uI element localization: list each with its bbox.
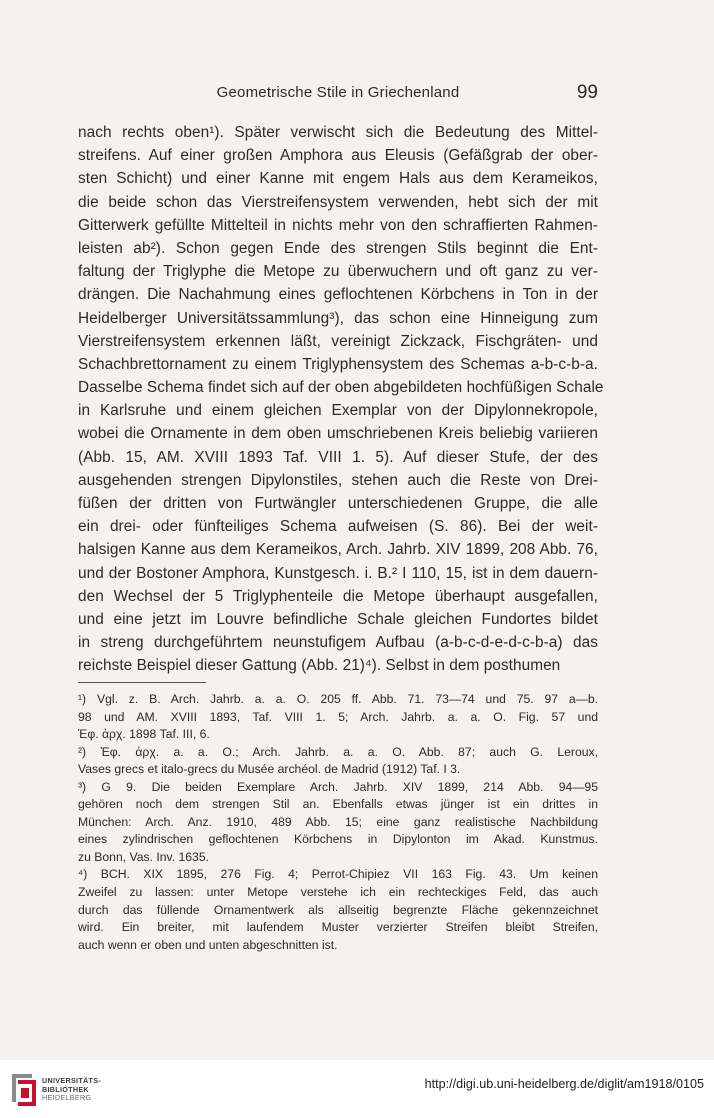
body-line: Vierstreifensystem erkennen läßt, vereinigt Zickzack, Fischgräten- und [78,332,598,350]
footnote-line: ⁴) BCH. XIX 1895, 276 Fig. 4; Perrot-Chipiez VII 163 Fig. 43. Um keinen [78,867,598,882]
footnote-line: eines zylindrischen geflochtenen Körbchens in Dipylonton im Akad. Kunstmus. [78,832,598,847]
library-logo-icon [6,1068,40,1110]
logo-line-3: HEIDELBERG [42,1093,92,1103]
body-line: nach rechts oben¹). Später verwischt sich die Bedeutung des Mittel- [78,124,598,141]
body-line: ausgehenden strengen Dipylonstiles, stehen auch die Reste von Drei- [78,471,598,489]
body-line: und der Bostoner Amphora, Kunstgesch. i. B.² I 110, 15, ist in dem dauern- [78,564,598,582]
body-line: leisten ab²). Schon gegen Ende des strengen Stils beginnt die Ent- [78,239,598,257]
body-line: drängen. Die Nachahmung eines geflochtenen Körbchens in Ton in der [78,286,598,304]
logo-line-2: BIBLIOTHEK [42,1084,89,1094]
footnote-line: Zweifel zu lassen: unter Metope verstehe ich ein rechteckiges Feld, das auch [78,885,598,900]
library-footer [0,1060,714,1118]
body-line: und eine jetzt im Louvre befindliche Schale gleichen Fundortes bildet [78,610,598,628]
body-line: sten Schicht) und einer Kanne mit engem Hals aus dem Kerameikos, [78,170,598,188]
footnote-line: München: Arch. Anz. 1910, 489 Abb. 15; eine ganz realistische Nachbildung [78,814,598,829]
footnote-line: durch das füllende Ornamentwerk als allseitig begrenzte Fläche gekennzeichnet [78,902,598,917]
page-number: 99 [576,82,598,103]
body-text [78,121,604,678]
library-logo[interactable] [6,1068,126,1110]
footnote-line: wird. Ein breiter, mit laufendem Muster verzierter Streifen bleibt Streifen, [78,920,598,935]
body-line: (Abb. 15, AM. XVIII 1893 Taf. VIII 1. 5). Auf dieser Stufe, der des [78,448,598,466]
footnote-line: Vases grecs et italo-grecs du Musée archéol. de Madrid (1912) Taf. I 3. [78,762,461,777]
body-line: Dasselbe Schema findet sich auf der oben abgebildeten hochfüßigen Schale [78,379,604,397]
footnote-line: 98 und AM. XVIII 1893, Taf. VIII 1. 5; Arch. Jahrb. a. a. O. Fig. 57 und [78,709,598,724]
footnote-line: zu Bonn, Vas. Inv. 1635. [78,849,209,864]
body-line: faltung der Triglyphe die Metope zu überwuchern und oft ganz zu ver- [78,263,598,281]
body-line: in streng durchgeführtem neunstufigem Aufbau (a-b-c-d-e-d-c-b-a) das [78,634,598,652]
body-line: streifens. Auf einer großen Amphora aus Eleusis (Gefäßgrab der ober- [78,147,598,165]
footnote-line: ³) G 9. Die beiden Exemplare Arch. Jahrb. XIV 1899, 214 Abb. 94—95 [78,779,598,794]
body-line: ein drei- oder fünfteiliges Schema aufweisen (S. 86). Bei der weit- [78,518,598,536]
library-logo-text [42,1077,101,1103]
footnote-line: auch wenn er oben und unten abgeschnitten ist. [78,937,338,952]
body-line: Schachbrettornament zu einem Triglyphensystem des Schemas a-b-c-b-a. [78,355,598,373]
body-line: reichste Beispiel dieser Gattung (Abb. 21)⁴). Selbst in dem posthumen [78,657,561,675]
body-line: den Wechsel der 5 Triglyphenteile die Metope überhaupt ausgefallen, [78,587,598,605]
footnote-line: ¹) Vgl. z. B. Arch. Jahrb. a. a. O. 205 ff. Abb. 71. 73—74 und 75. 97 a—b. [78,692,598,706]
body-line: halsigen Kanne aus dem Kerameikos, Arch. Jahrb. XIV 1899, 208 Abb. 76, [78,541,598,559]
footnote-line: ²) Ἐφ. ἀρχ. a. a. O.; Arch. Jahrb. a. a. O. Abb. 87; auch G. Leroux, [78,744,598,759]
footnote-line: gehören noch dem strengen Stil an. Ebenfalls etwas jünger ist ein drittes in [78,797,598,812]
body-line: Gitterwerk gefüllte Mittelteil in nichts mehr von den schraffierten Rahmen- [78,216,598,234]
footnotes [78,691,598,954]
permalink-url[interactable]: http://digi.ub.uni-heidelberg.de/diglit/am1918/0105 [424,1077,704,1091]
logo-line-1: UNIVERSITÄTS- [42,1076,102,1085]
running-head [78,84,598,108]
body-line: füßen der dritten von Furtwängler unterschiedenen Gruppe, die alle [78,495,598,512]
logo-red-bar [21,1088,29,1098]
body-line: in Karlsruhe und einem gleichen Exemplar von der Dipylonnekropole, [78,402,598,420]
body-line: die beide schon das Vierstreifensystem verwenden, hebt sich der mit [78,193,598,211]
body-line: Heidelberger Universitätssammlung³), das schon eine Hinneigung zum [78,309,598,327]
running-title: Geometrische Stile in Griechenland [216,84,460,101]
footnote-divider [78,682,206,683]
footnote-line: Ἐφ. ἀρχ. 1898 Taf. III, 6. [78,727,210,742]
body-line: wobei die Ornamente in dem oben umschriebenen Kreis beliebig variieren [78,425,598,443]
